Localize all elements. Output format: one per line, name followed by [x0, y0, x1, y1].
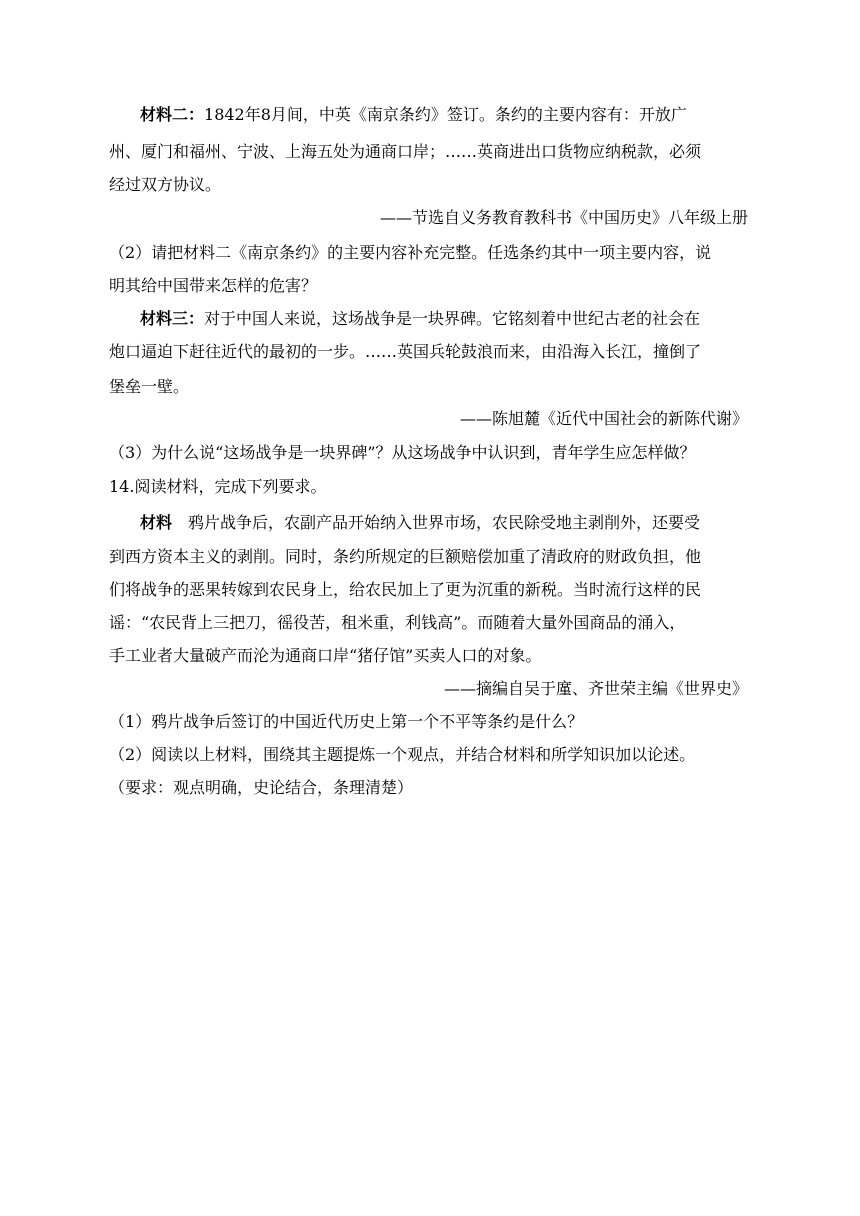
q14-sub2: （2）阅读以上材料，围绕其主题提炼一个观点，并结合材料和所学知识加以论述。	[109, 745, 696, 764]
question2-line1: （2）请把材料二《南京条约》的主要内容补充完整。任选条约其中一项主要内容，说	[109, 243, 712, 262]
material2-text-line1: 1842年8月间，中英《南京条约》签订。条约的主要内容有：开放广	[204, 105, 687, 124]
q14-requirement: （要求：观点明确，史论结合，条理清楚）	[109, 778, 414, 797]
q14-material-text-line1: 鸦片战争后，农副产品开始纳入世界市场，农民除受地主剥削外，还要受	[188, 513, 701, 532]
material3-line1	[140, 309, 700, 329]
material3-line2: 炮口逼迫下赶往近代的最初的一步。……英国兵轮鼓浪而来，由沿海入长江，撞倒了	[109, 342, 702, 361]
q14-sub1: （1）鸦片战争后签订的中国近代历史上第一个不平等条约是什么？	[109, 712, 584, 731]
material2-label: 材料二：	[140, 105, 205, 124]
q14-material-line3: 们将战争的恶果转嫁到农民身上，给农民加上了更为沉重的新税。当时流行这样的民	[109, 580, 702, 599]
material2-line2: 州、厦门和福州、宁波、上海五处为通商口岸；……英商进出口货物应纳税款，必须	[109, 142, 702, 161]
q14-title: 14.阅读材料，完成下列要求。	[109, 477, 327, 496]
q14-material-line2: 到西方资本主义的剥削。同时，条约所规定的巨额赔偿加重了清政府的财政负担，他	[109, 547, 702, 566]
material2-source: ——节选自义务教育教科书《中国历史》八年级上册	[379, 208, 748, 227]
material3-label: 材料三：	[140, 309, 205, 328]
q14-material-label: 材料	[140, 513, 173, 532]
question2-line2: 明其给中国带来怎样的危害？	[109, 276, 318, 295]
q14-material-line5: 手工业者大量破产而沦为通商口岸“猪仔馆”买卖人口的对象。	[109, 646, 542, 665]
material2-line3: 经过双方协议。	[109, 175, 222, 194]
material3-source: ——陈旭麓《近代中国社会的新陈代谢》	[459, 409, 748, 428]
q14-material-line1	[140, 513, 700, 533]
material2-line1	[140, 105, 687, 125]
material3-line3: 堡垒一壁。	[109, 377, 190, 396]
q14-material-line4: 谣：“农民背上三把刀，徭役苦，租米重，利钱高”。而随着大量外国商品的涌入，	[109, 613, 686, 632]
question3-line1: （3）为什么说“这场战争是一块界碑”？从这场战争中认识到，青年学生应怎样做？	[109, 443, 696, 462]
material3-text-line1: 对于中国人来说，这场战争是一块界碑。它铭刻着中世纪古老的社会在	[204, 309, 701, 328]
q14-source: ——摘编自吴于廑、齐世荣主编《世界史》	[443, 679, 748, 698]
